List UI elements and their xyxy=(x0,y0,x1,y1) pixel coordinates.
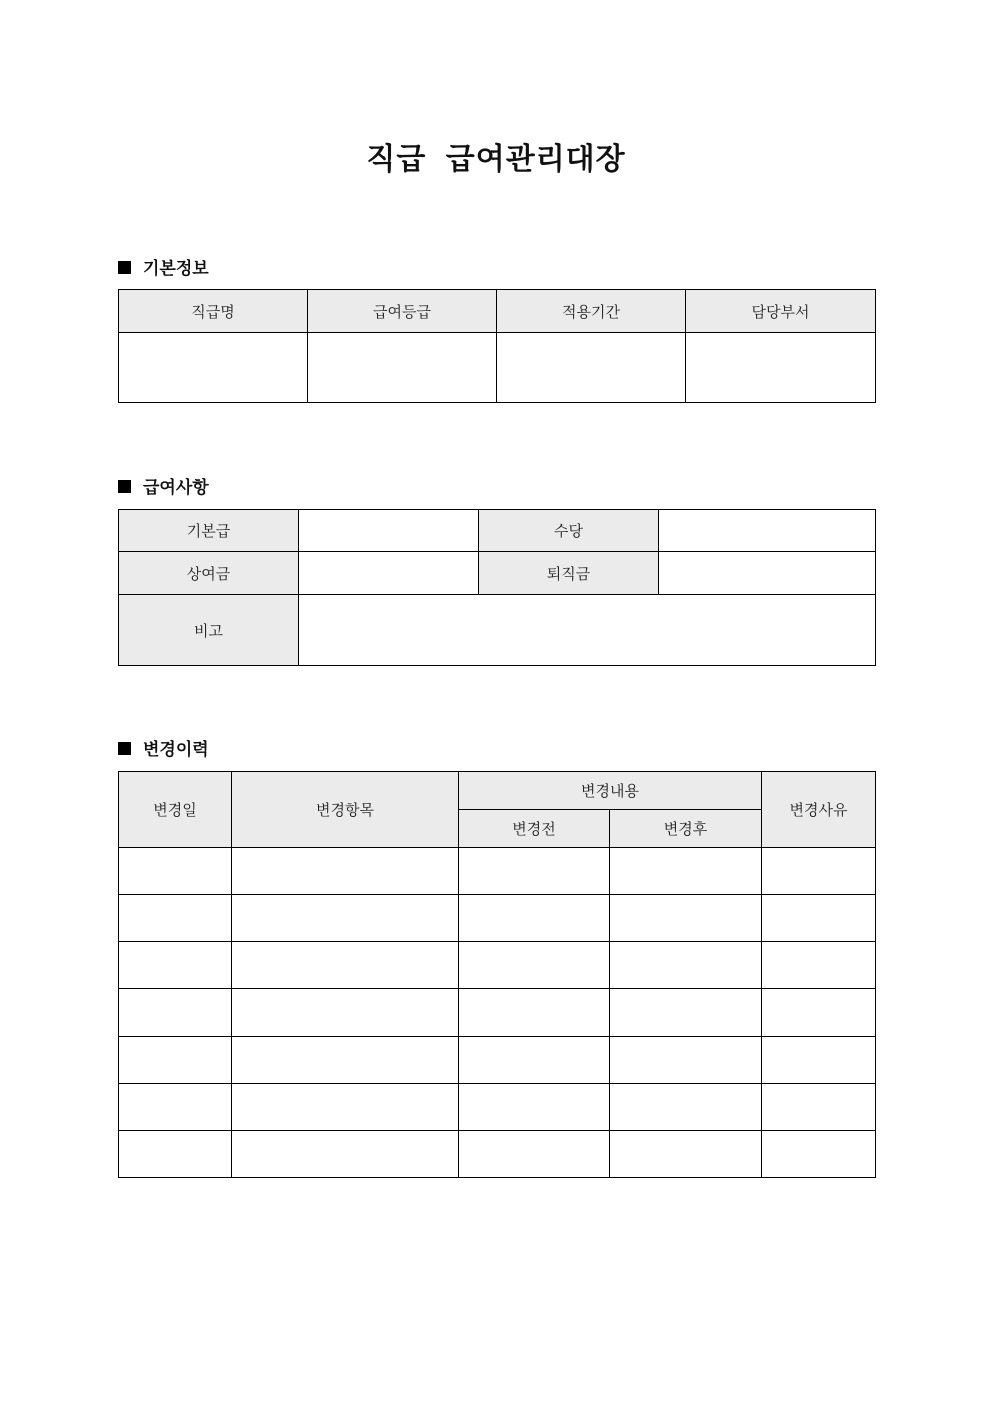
change-date-cell[interactable] xyxy=(119,895,232,942)
after-cell[interactable] xyxy=(610,1131,762,1178)
reason-cell[interactable] xyxy=(762,989,876,1037)
change-date-cell[interactable] xyxy=(119,989,232,1037)
change-date-cell[interactable] xyxy=(119,942,232,989)
after-cell[interactable] xyxy=(610,1037,762,1084)
after-cell[interactable] xyxy=(610,848,762,895)
header-department: 담당부서 xyxy=(686,290,876,333)
base-salary-cell[interactable] xyxy=(299,510,479,552)
department-cell[interactable] xyxy=(686,333,876,403)
severance-cell[interactable] xyxy=(659,552,876,595)
table-row xyxy=(119,848,876,895)
header-after: 변경후 xyxy=(610,810,762,848)
change-date-cell[interactable] xyxy=(119,848,232,895)
reason-cell[interactable] xyxy=(762,1037,876,1084)
change-date-cell[interactable] xyxy=(119,1037,232,1084)
before-cell[interactable] xyxy=(459,1037,610,1084)
before-cell[interactable] xyxy=(459,848,610,895)
before-cell[interactable] xyxy=(459,1131,610,1178)
allowance-cell[interactable] xyxy=(659,510,876,552)
header-position-name: 직급명 xyxy=(119,290,308,333)
label-remarks: 비고 xyxy=(119,595,299,666)
change-item-cell[interactable] xyxy=(232,989,459,1037)
reason-cell[interactable] xyxy=(762,848,876,895)
square-bullet-icon xyxy=(118,480,131,493)
change-item-cell[interactable] xyxy=(232,942,459,989)
after-cell[interactable] xyxy=(610,989,762,1037)
change-item-cell[interactable] xyxy=(232,848,459,895)
header-change-content: 변경내용 xyxy=(459,772,762,810)
section-heading-history xyxy=(118,735,209,760)
reason-cell[interactable] xyxy=(762,1084,876,1131)
header-change-date: 변경일 xyxy=(119,772,232,848)
change-item-cell[interactable] xyxy=(232,895,459,942)
table-row xyxy=(119,989,876,1037)
remarks-cell[interactable] xyxy=(299,595,876,666)
label-severance: 퇴직금 xyxy=(479,552,659,595)
after-cell[interactable] xyxy=(610,942,762,989)
square-bullet-icon xyxy=(118,261,131,274)
reason-cell[interactable] xyxy=(762,942,876,989)
before-cell[interactable] xyxy=(459,942,610,989)
position-name-cell[interactable] xyxy=(119,333,308,403)
table-row xyxy=(119,942,876,989)
pay-grade-cell[interactable] xyxy=(308,333,497,403)
label-allowance: 수당 xyxy=(479,510,659,552)
change-date-cell[interactable] xyxy=(119,1131,232,1178)
section-heading-label: 변경이력 xyxy=(143,740,209,760)
section-heading-basic-info xyxy=(118,254,209,279)
after-cell[interactable] xyxy=(610,895,762,942)
header-change-reason: 변경사유 xyxy=(762,772,876,848)
document-title: 직급 급여관리대장 xyxy=(366,142,626,177)
label-bonus: 상여금 xyxy=(119,552,299,595)
header-pay-grade: 급여등급 xyxy=(308,290,497,333)
table-row xyxy=(119,1037,876,1084)
change-item-cell[interactable] xyxy=(232,1131,459,1178)
table-row xyxy=(119,895,876,942)
pay-table xyxy=(118,509,876,666)
change-date-cell[interactable] xyxy=(119,1084,232,1131)
bonus-cell[interactable] xyxy=(299,552,479,595)
label-base-salary: 기본급 xyxy=(119,510,299,552)
basic-info-table xyxy=(118,289,876,403)
header-effective-period: 적용기간 xyxy=(497,290,686,333)
after-cell[interactable] xyxy=(610,1084,762,1131)
change-item-cell[interactable] xyxy=(232,1037,459,1084)
header-before: 변경전 xyxy=(459,810,610,848)
section-heading-pay xyxy=(118,473,209,498)
table-row xyxy=(119,1084,876,1131)
before-cell[interactable] xyxy=(459,895,610,942)
reason-cell[interactable] xyxy=(762,895,876,942)
section-heading-label: 급여사항 xyxy=(143,478,209,498)
section-heading-label: 기본정보 xyxy=(143,259,209,279)
before-cell[interactable] xyxy=(459,989,610,1037)
square-bullet-icon xyxy=(118,742,131,755)
effective-period-cell[interactable] xyxy=(497,333,686,403)
header-change-item: 변경항목 xyxy=(232,772,459,848)
table-row xyxy=(119,1131,876,1178)
history-table xyxy=(118,771,876,1178)
before-cell[interactable] xyxy=(459,1084,610,1131)
change-item-cell[interactable] xyxy=(232,1084,459,1131)
reason-cell[interactable] xyxy=(762,1131,876,1178)
